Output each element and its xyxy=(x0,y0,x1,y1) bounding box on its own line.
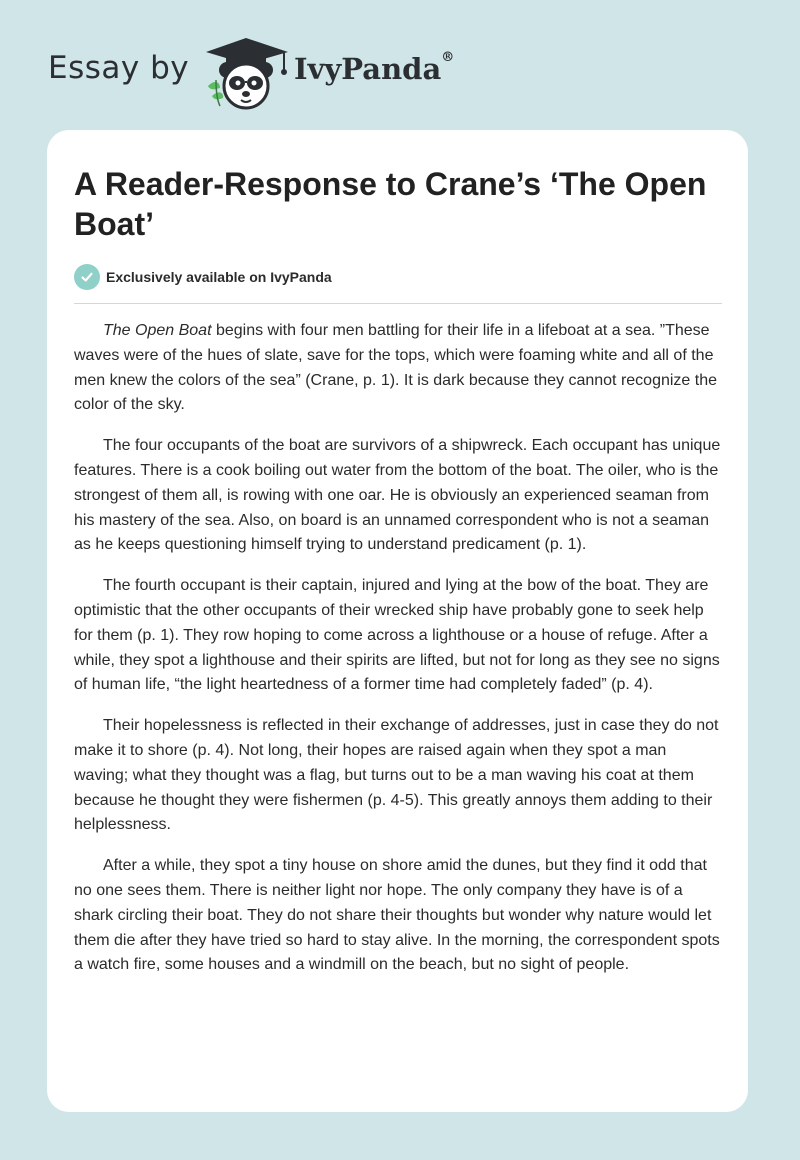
essay-card xyxy=(47,130,748,1112)
essay-body xyxy=(74,319,724,994)
site-header xyxy=(0,0,800,130)
registered-mark: ® xyxy=(441,50,455,65)
paragraph-5: After a while, they spot a tiny house on shore amid the dunes, but they find it odd that no one sees them. There is neither light nor hope. The only company they have is of a shark circling their boat. They do not share their thoughts but wonder why nature would let them die after they have tried so hard to stay alive. In the morning, the correspondent spots a watch fire, some houses and a windmill on the beach, but no sight of people. xyxy=(74,857,720,974)
paragraph-2: The four occupants of the boat are survivors of a shipwreck. Each occupant has unique features. There is a cook boiling out water from the bottom of the boat. The oiler, who is the strongest of them all, is rowing with one oar. He is obviously an experienced seaman from his mastery of the sea. Also, on board is an unnamed correspondent who is not a seaman as he keeps questioning himself trying to understand predicament (p. 1). xyxy=(74,437,721,554)
brand-logo-text[interactable] xyxy=(294,52,454,86)
paragraph-3: The fourth occupant is their captain, injured and lying at the bow of the boat. They are optimistic that the other occupants of their wrecked ship have probably gone to seek help for them (p. 1). They row hoping to come across a lighthouse or a house of refuge. After a while, they spot a lighthouse and their spirits are lifted, but not for long as they see no signs of human life, “the light heartedness of a former time had completely faded” (p. 4). xyxy=(74,577,720,694)
essay-by-label: Essay by xyxy=(48,50,190,86)
book-title-italic: The Open Boat xyxy=(103,322,212,339)
badge-label: Exclusively available on IvyPanda xyxy=(106,269,332,285)
brand-name: IvyPanda xyxy=(294,52,442,86)
panda-graduate-icon[interactable] xyxy=(200,34,292,112)
paragraph-1-text: begins with four men battling for their life in a lifeboat at a sea. ”These waves were of the hues of slate, save for the tops, which were foaming white and all of the men knew the colors of the sea” (Crane, p. 1). It is dark because they cannot recognize the color of the sky. xyxy=(74,322,718,414)
paragraph-1 xyxy=(74,319,724,418)
essay-title: A Reader-Response to Crane’s ‘The Open Boat’ xyxy=(74,166,707,242)
exclusive-badge xyxy=(74,264,332,290)
paragraph-4: Their hopelessness is reflected in their exchange of addresses, just in case they do not make it to shore (p. 4). Not long, their hopes are raised again when they spot a man waving; what they thought was a flag, but turns out to be a man waving his coat at them because he thought they were fishermen (p. 4-5). This greatly annoys them adding to their helplessness. xyxy=(74,717,719,834)
check-icon xyxy=(74,264,100,290)
divider xyxy=(74,303,722,304)
